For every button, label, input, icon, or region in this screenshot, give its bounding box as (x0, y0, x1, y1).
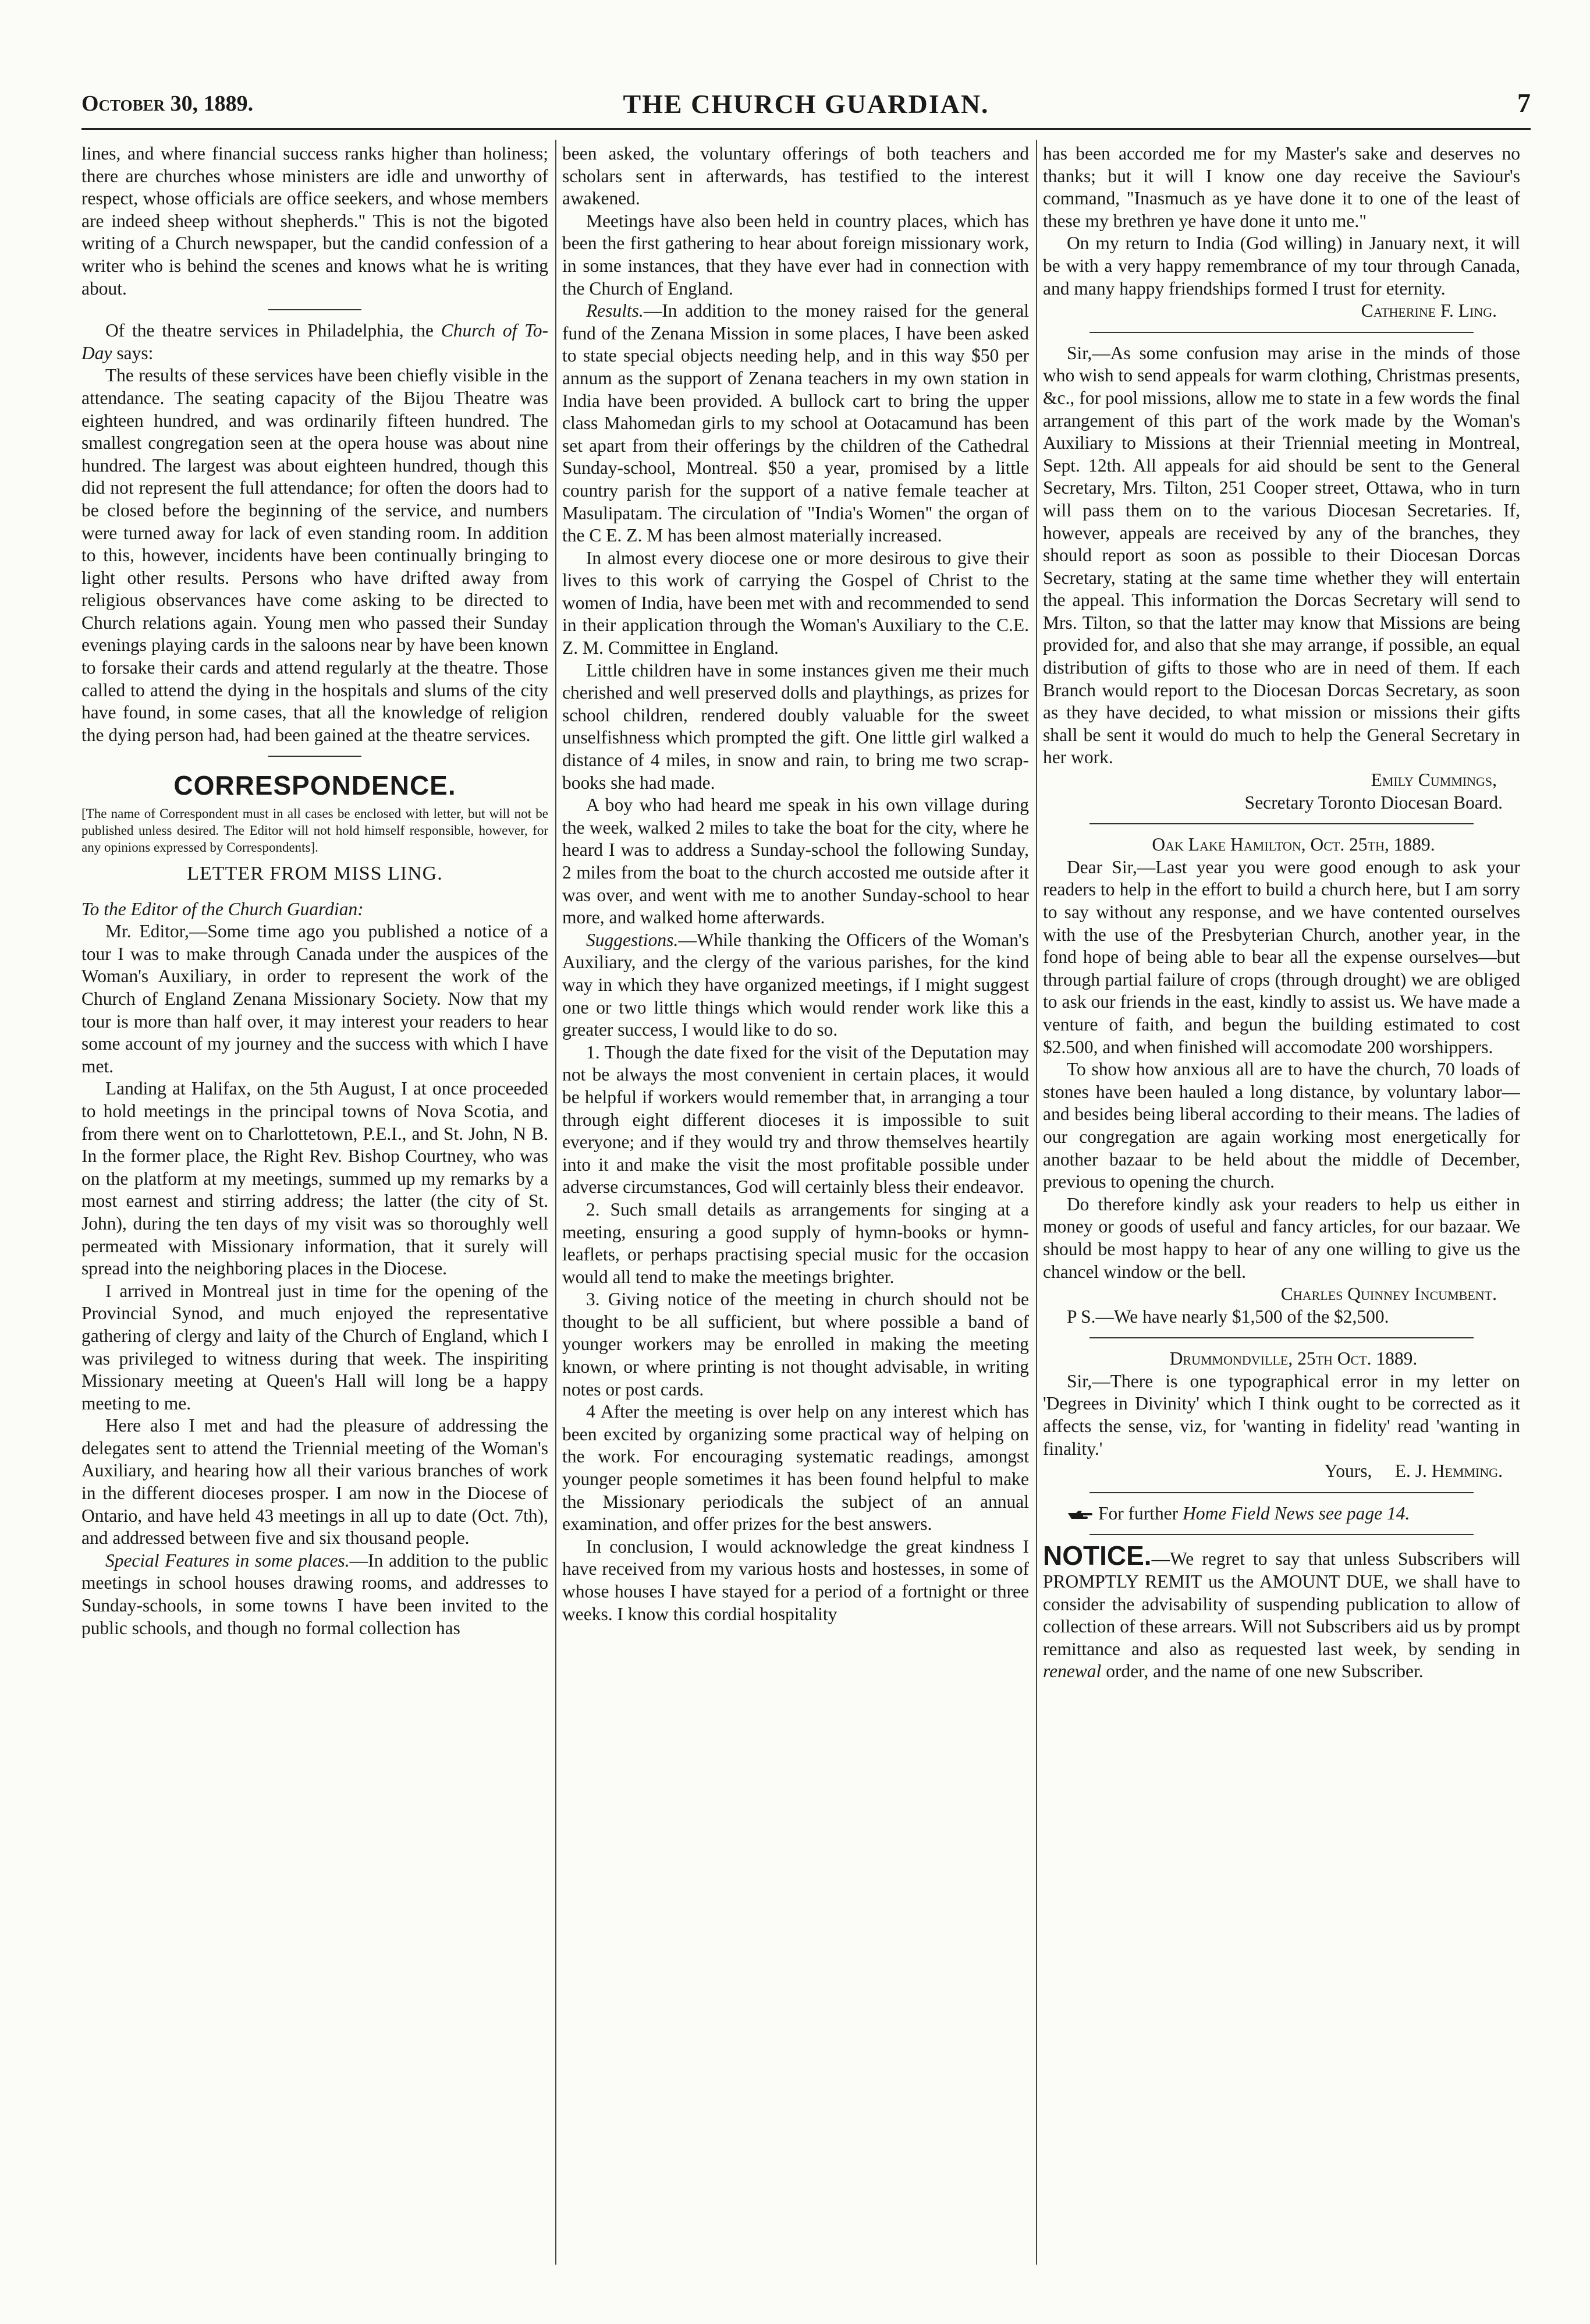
column-3 (1043, 143, 1520, 2262)
paragraph: 3. Giving notice of the meeting in church should not be thought to be all sufficient, but where possible a band of younger workers may be enrolled in making the meeting known, or where printing is not thought advisable, in writing notes or post cards. (562, 1289, 1029, 1400)
paragraph: 2. Such small details as arrangements for singing at a meeting, ensuring a good supply of hymn-books or hymn-leaflets, or perhaps practising special music for the occasion would all tend to make the meetings brighter. (562, 1199, 1029, 1287)
letter-title: LETTER FROM MISS LING. (187, 863, 443, 885)
paragraph: has been accorded me for my Master's sake and deserves no thanks; but it will I know one day receive the Saviour's command, "Inasmuch as ye have done it to one of the least of these my brethren ye have done it unto me." (1043, 143, 1520, 231)
signature: Catherine F. Ling. (1361, 300, 1497, 321)
paragraph: A boy who had heard me speak in his own village during the week, walked 2 miles to take the boat for the city, where he heard I was to address a Sunday-school the following Sunday, 2 miles from the boat to the church accosted me outside after it was over, and went with me to another Sunday-school to hear more, and walked home afterwards. (562, 795, 1029, 928)
paragraph: I arrived in Montreal just in time for the opening of the Provincial Synod, and much enjoyed the representative gathering of clergy and laity of the Church of England, which I was privileged to witness during that week. The inspiriting Missionary meeting at Queen's Hall will long be a happy meeting to me. (81, 1280, 548, 1413)
paragraph: In almost every diocese one or more desirous to give their lives to this work of carrying the Gospel of Christ to the women of India, have been met with and recommended to send in their application through the Woman's Auxiliary to the C.E. Z. M. Committee in England. (562, 547, 1029, 658)
signature: Emily Cummings, (1371, 770, 1497, 791)
paragraph: Special Features in some places.—In addition to the public meetings in school houses drawing rooms, and addresses to Sunday-schools, in some towns I have been invited to the public schools, and though no formal collection has (81, 1550, 548, 1638)
notice-paragraph: NOTICE.—We regret to say that unless Subscribers will PROMPTLY REMIT us the AMOUNT DUE, we shall have to consider the advisability of suspending publication to allow of collection of these arrears. Will not Subscribers aid us by prompt remittance and also as requested last week, by sending in renewal order, and the name of one new Subscriber. (1043, 1540, 1520, 1682)
paragraph: Results.—In addition to the money raised for the general fund of the Zenana Mission in some places, I have been asked to state special objects needing help, and in this way $50 per annum as the support of Zenana teachers in my own station in India have been provided. A bullock cart to bring the upper class Mahomedan girls to my school at Ootacamund has been set apart from their offerings by the children of the Cathedral Sunday-school, Montreal. $50 a year, promised by a little country parish for the support of a native female teacher at Masulipatam. The circulation of "India's Women" the organ of the C E. Z. M has been almost materially increased. (562, 300, 1029, 546)
signature: Yours, E. J. Hemming. (1324, 1461, 1503, 1482)
paragraph: On my return to India (God willing) in January next, it will be with a very happy remembrance of my tour through Canada, and many happy friendships formed I trust for eternity. (1043, 233, 1520, 299)
page-number: 7 (1517, 88, 1531, 118)
paragraph: The results of these services have been chiefly visible in the attendance. The seating capacity of the Bijou Theatre was eighteen hundred, and was ordinarily fifteen hundred. The smallest congregation seen at the opera house was about nine hundred. The largest was about eighteen hundred, though this did not represent the full attendance; for often the doors had to be closed before the beginning of the service, and numbers were turned away for lack of even standing room. In addition to this, however, incidents have been continually bringing to light other results. Persons who have drifted away from religious observances have come asking to be directed to Church relations again. Young men who passed their Sunday evenings playing cards in the saloons near by have been known to forsake their cards and attend regularly at the theatre. Those called to attend the dying in the hospitals and slums of the city have found, in some cases, that all the knowledge of religion the dying person had, had been gained at the theatre services. (81, 365, 548, 745)
column-divider (555, 140, 556, 2265)
column-2 (562, 143, 1029, 2262)
column-1 (81, 143, 548, 2262)
pointing-hand-icon (1067, 1510, 1094, 1521)
section-rule (1089, 332, 1474, 333)
paragraph: Sir,—There is one typographical error in my letter on 'Degrees in Divinity' which I think ought to be corrected as it affects the sense, viz, for 'wanting in fidelity' read 'wanting in finality.' (1043, 1370, 1520, 1459)
paragraph: In conclusion, I would acknowledge the great kindness I have received from my various hosts and hostesses, in some of whose houses I have stayed for a period of a fortnight or three weeks. I know this cordial hospitality (562, 1536, 1029, 1624)
page-header (81, 87, 1531, 130)
issue-date: October 30, 1889. (81, 91, 254, 116)
section-rule (1089, 1337, 1474, 1338)
letter-salutation: To the Editor of the Church Guardian: (81, 898, 364, 919)
paragraph: Landing at Halifax, on the 5th August, I at once proceeded to hold meetings in the principal towns of Nova Scotia, and from there went on to Charlottetown, P.E.I., and St. John, N B. In the former place, the Right Rev. Bishop Courtney, who was on the platform at my meetings, summed up my remarks by a most earnest and stirring address; the latter (the city of St. John), during the ten days of my visit was so thoroughly well permeated with Missionary information, that it surely will spread into the neighboring places in the Diocese. (81, 1078, 548, 1279)
paragraph: Sir,—As some confusion may arise in the minds of those who wish to send appeals for warm clothing, Christmas presents, &c., for pool missions, allow me to state in a few words the final arrangement of this part of the work made by the Woman's Auxiliary to Missions at their Triennial meeting in Montreal, Sept. 12th. All appeals for aid should be sent to the General Secretary, Mrs. Tilton, 251 Cooper street, Ottawa, who in turn will pass them on to the various Diocesan Secretaries. If, however, appeals are received by any of the branches, they should report as soon as possible to their Diocesan Dorcas Secretary, stating at the same time whether they will entertain the appeal. This information the Dorcas Secretary will send to Mrs. Tilton, so that the latter may know that Missions are being provided for, and also that she may arrange, if possible, an equal distribution of gifts to those who are in need of them. If each Branch would report to the Diocesan Dorcas Secretary, as soon as they have decided, to what mission or missions their gifts shall be sent it would do much to help the General Secretary in her work. (1043, 342, 1520, 768)
paragraph: Of the theatre services in Philadelphia, the Church of To-Day says: (81, 320, 548, 363)
paragraph: Mr. Editor,—Some time ago you published a notice of a tour I was to make through Canada under the auspices of the Woman's Auxiliary, in order to represent the work of the Church of England Zenana Missionary Society. Now that my tour is more than half over, it may interest your readers to hear some account of my journey and the success with which I have met. (81, 921, 548, 1076)
paragraph: Do therefore kindly ask your readers to help us either in money or goods of useful and fancy articles, for our bazaar. We should be most happy to hear of any one willing to give us the chancel window or the bell. (1043, 1193, 1520, 1282)
paragraph: Suggestions.—While thanking the Officers of the Woman's Auxiliary, and the clergy of the various parishes, for the kind way in which they have organized meetings, if I might suggest one or two little things which would render work like this a greater success, I would like to do so. (562, 929, 1029, 1040)
paragraph: Little children have in some instances given me their much cherished and well preserved dolls and playthings, as prizes for school children, rendered doubly valuable for the sweet unselfishness which prompted the gift. One little girl walked a distance of 4 miles, in snow and rain, to bring me two scrap-books she had made. (562, 660, 1029, 793)
section-heading-correspondence: CORRESPONDENCE. (173, 770, 456, 801)
section-rule (268, 309, 361, 310)
postscript: P S.—We have nearly $1,500 of the $2,500. (1066, 1306, 1389, 1327)
editorial-note: [The name of Correspondent must in all cases be enclosed with letter, but will not be published unless desired. The Editor will not hold himself responsible, however, for any opinions expressed by Correspondents]. (81, 806, 548, 855)
newspaper-title: THE CHURCH GUARDIAN. (623, 89, 989, 119)
paragraph: To show how anxious all are to have the church, 70 loads of stones have been hauled a long distance, by voluntary labor—and besides being liberal according to their means. The ladies of our congregation are again working most energetically for another bazaar to be held about the middle of December, previous to opening the church. (1043, 1059, 1520, 1192)
notice-heading: NOTICE. (1043, 1540, 1152, 1571)
dateline: Oak Lake Hamilton, Oct. 25th, 1889. (1152, 834, 1435, 855)
paragraph: Meetings have also been held in country places, which has been the first gathering to hear about foreign missionary work, in some instances, that they have ever had in connection with the Church of England. (562, 210, 1029, 299)
column-divider (1036, 140, 1037, 2265)
paragraph: been asked, the voluntary offerings of both teachers and scholars sent in afterwards, has testified to the interest awakened. (562, 143, 1029, 209)
dateline: Drummondville, 25th Oct. 1889. (1169, 1348, 1418, 1369)
paragraph: lines, and where financial success ranks higher than holiness; there are churches whose ministers are idle and unworthy of respect, whose officials are office seekers, and whose members are indeed sheep without shepherds." This is not the bigoted writing of a Church newspaper, but the candid confession of a writer who is behind the scenes and knows what he is writing about. (81, 143, 548, 299)
paragraph: Dear Sir,—Last year you were good enough to ask your readers to help in the effort to build a church here, but I am sorry to say without any response, and we have contented ourselves with the use of the Presbyterian Church, another year, in the fond hope of being able to bear all the expense ourselves—but through partial failure of crops (through drought) we are obliged to ask our friends in the east, kindly to assist us. We have made a venture of faith, and begun the building estimated to cost $2.500, and when finished will accomodate 200 worshippers. (1043, 856, 1520, 1057)
paragraph: 4 After the meeting is over help on any interest which has been excited by organizing some practical way of helping on the work. For encouraging systematic readings, amongst younger people sometimes it has been found helpful to make the Missionary periodicals the subject of an annual examination, and offer prizes for the best answers. (562, 1401, 1029, 1535)
signature-title: Secretary Toronto Diocesan Board. (1244, 792, 1503, 813)
paragraph: 1. Though the date fixed for the visit of the Deputation may not be always the most convenient in certain places, it would be helpful if workers would remember that, in arranging a tour through eight different dioceses it is impossible to suit everyone; and if they would try and throw themselves heartily into it and make the visit the most profitable possible under adverse circumstances, God will certainly bless their endeavor. (562, 1041, 1029, 1198)
section-rule (268, 756, 361, 757)
section-rule (1089, 1534, 1474, 1535)
signature: Charles Quinney Incumbent. (1280, 1284, 1497, 1305)
section-rule (1089, 823, 1474, 824)
section-rule (1089, 1492, 1474, 1493)
paragraph: Here also I met and had the pleasure of addressing the delegates sent to attend the Triennial meeting of the Woman's Auxiliary, and hearing how all their various branches of work in the different dioceses prosper. I am now in the Diocese of Ontario, and have held 43 meetings in all up to date (Oct. 7th), and addressed between five and six thousand people. (81, 1415, 548, 1549)
cross-reference: For further Home Field News see page 14. (1043, 1503, 1520, 1525)
